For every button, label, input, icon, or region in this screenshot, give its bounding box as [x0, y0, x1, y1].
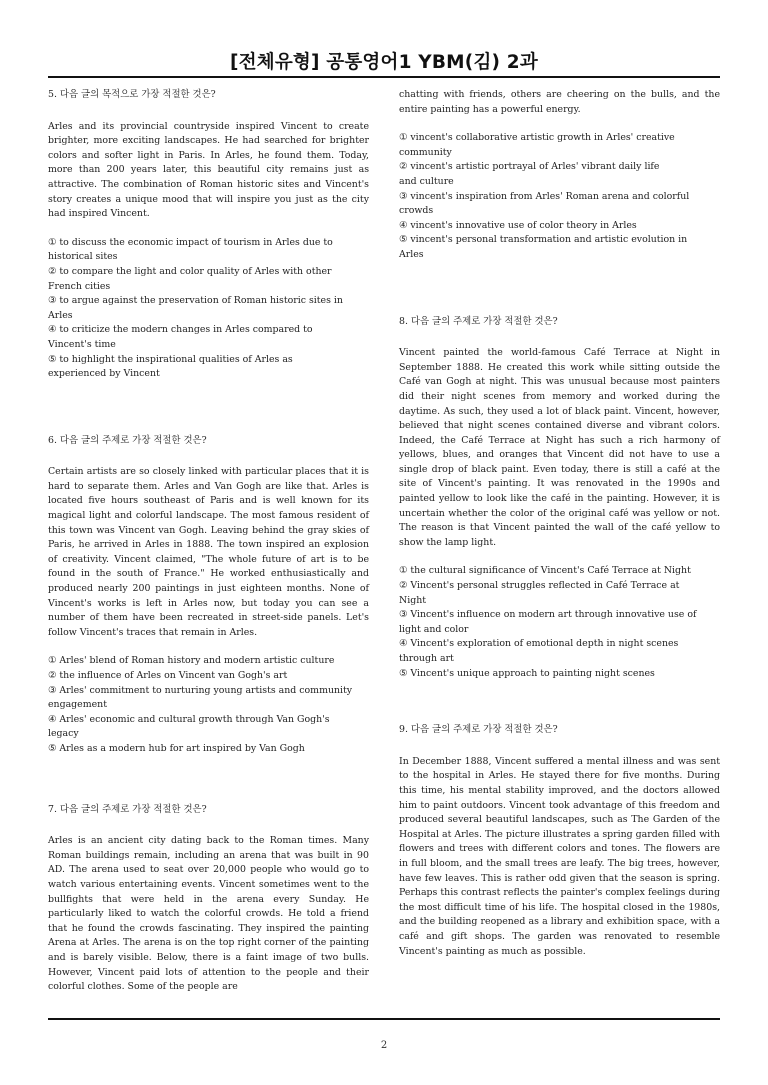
- question-5: [48, 88, 369, 382]
- answer-option-5: ⑤ Vincent's unique approach to painting night scenes: [399, 667, 655, 679]
- question-passage: Vincent painted the world-famous Café Terrace at Night in September 1888. He created this work while sitting outside the Café van Gogh at night. This was unusual because most painters did their night scenes from memory and worked during the daytime. As such, they used a lot of black paint. Vincent, however, believed that night scenes contained diverse and vibrant colors. Indeed, the Café Terrace at Night has such a rich harmony of yellows, blues, and oranges that Vincent did not have to use a single drop of black paint. Even today, there is still a café at the site of Vincent's painting. It was renovated in the 1990s and painted yellow to look like the café in the painting. However, it is uncertain whether the color of the original café was yellow or not. The reason is that Vincent painted the wall of the café yellow to show the lamp light.: [399, 347, 720, 548]
- question-9: [399, 723, 720, 959]
- question-title: 7. 다음 글의 주제로 가장 적절한 것은?: [48, 803, 207, 815]
- answer-option-5: ⑤ Arles as a modern hub for art inspired by Van Gogh: [48, 742, 305, 754]
- page-number: 2: [380, 1040, 388, 1051]
- question-passage: Arles is an ancient city dating back to the Roman times. Many Roman buildings remain, including an arena that was built in 90 AD. The arena used to seat over 20,000 people who would go to watch various entertaining events. Vincent sometimes went to the bullfights that were held in the arena every Sunday. He particularly liked to watch the colorful crowds. He told a friend that he found the crowds fascinating. They inspired the painting Arena at Arles. The arena is on the top right corner of the painting and is barely visible. Below, there is a faint image of two bulls. However, Vincent paid lots of attention to the people and their colorful clothes. Some of the people are: [48, 835, 369, 993]
- answer-option-2: ② to compare the light and color quality of Arles with other French cities: [48, 265, 332, 292]
- answer-option-3: ③ to argue against the preservation of Roman historic sites in Arles: [48, 295, 343, 321]
- answer-option-5: ⑤ to highlight the inspirational qualities of Arles as experienced by Vincent: [48, 353, 293, 380]
- question-passage: Certain artists are so closely linked with particular places that it is hard to separate them. Arles and Van Gogh are like that. Arles is located five hours southeast of Paris and is well known for its magical light and colorful landscape. The most famous resident of this town was Vincent van Gogh. Leaving behind the gray skies of Paris, he arrived in Arles in 1888. The town inspired an explosion of creativity. Vincent claimed, "The whole future of art is to be found in the south of France." He worked enthusiastically and produced nearly 200 paintings in just eighteen months. None of Vincent's works is left in Arles now, but today you can see a number of them have been recreated in street-side panels. Let's follow Vincent's traces that remain in Arles.: [48, 466, 369, 638]
- footer-divider: [48, 1018, 720, 1020]
- answer-option-4: ④ to criticize the modern changes in Arles compared to Vincent's time: [48, 324, 313, 350]
- header-divider: [48, 76, 720, 78]
- answer-option-2: ② Vincent's personal struggles reflected in Café Terrace at Night: [399, 580, 680, 606]
- answer-option-3: ③ vincent's inspiration from Arles' Roman arena and colorful crowds: [399, 190, 690, 217]
- answer-options: [48, 654, 369, 756]
- answer-option-3: ③ Vincent's influence on modern art through innovative use of light and color: [399, 609, 697, 635]
- answer-option-4: ④ Arles' economic and cultural growth through Van Gogh's legacy: [48, 713, 330, 740]
- question-title: 9. 다음 글의 주제로 가장 적절한 것은?: [399, 724, 558, 736]
- left-column: [48, 88, 369, 1009]
- page-title: [전체유형] 공통영어1 YBM(김) 2과: [230, 52, 538, 73]
- question-title: 5. 다음 글의 목적으로 가장 적절한 것은?: [48, 89, 216, 100]
- question-8: [399, 315, 720, 682]
- question-title: 8. 다음 글의 주제로 가장 적절한 것은?: [399, 315, 558, 327]
- answer-option-4: ④ Vincent's exploration of emotional depth in night scenes through art: [399, 638, 679, 664]
- answer-option-1: ① to discuss the economic impact of tourism in Arles due to historical sites: [48, 236, 333, 263]
- answer-option-1: ① the cultural significance of Vincent's Café Terrace at Night: [399, 565, 691, 577]
- question-7-continued: [399, 88, 720, 263]
- spacer: [48, 757, 369, 803]
- spacer: [399, 681, 720, 723]
- spacer: [48, 382, 369, 434]
- answer-option-2: ② the influence of Arles on Vincent van Gogh's art: [48, 670, 288, 681]
- answer-options: [399, 564, 720, 681]
- question-7: [48, 803, 369, 995]
- question-passage-continued: chatting with friends, others are cheering on the bulls, and the entire painting has a powerful energy.: [399, 89, 720, 115]
- question-6: [48, 434, 369, 757]
- right-column: [399, 88, 720, 973]
- question-passage: Arles and its provincial countryside inspired Vincent to create brighter, more exciting landscapes. He had searched for brighter colors and softer light in Paris. In Arles, he found them. Today, more than 200 years later, this beautiful city remains just as attractive. The combination of Roman historic sites and Vincent's story creates a unique mood that will inspire you just as the city had inspired Vincent.: [48, 120, 369, 220]
- question-passage: In December 1888, Vincent suffered a mental illness and was sent to the hospital in Arles. He stayed there for five months. During this time, his mental stability improved, and the doctors allowed him to paint outdoors. Vincent took advantage of this freedom and produced several beautiful landscapes, such as The Garden of the Hospital at Arles. The picture illustrates a spring garden filled with flowers and trees with different colors and tones. The flowers are in full bloom, and the small trees are leafy. The big trees, however, have few leaves. This is rather odd given that the season is spring. Perhaps this contrast reflects the painter's complex feelings during the most difficult time of his life. The hospital closed in the 1980s, and the building reopened as a library and exhibition space, with a café and gift shops. The garden was renovated to resemble Vincent's painting as much as possible.: [399, 755, 720, 957]
- question-title: 6. 다음 글의 주제로 가장 적절한 것은?: [48, 434, 207, 446]
- answer-option-1: ① Arles' blend of Roman history and modern artistic culture: [48, 655, 335, 667]
- answer-options: [399, 131, 720, 262]
- spacer: [399, 263, 720, 315]
- answer-options: [48, 236, 369, 382]
- answer-option-1: ① vincent's collaborative artistic growth in Arles' creative community: [399, 132, 675, 158]
- answer-option-2: ② vincent's artistic portrayal of Arles' vibrant daily life and culture: [399, 161, 660, 187]
- answer-option-5: ⑤ vincent's personal transformation and artistic evolution in Arles: [399, 234, 688, 260]
- answer-option-4: ④ vincent's innovative use of color theory in Arles: [399, 219, 637, 231]
- answer-option-3: ③ Arles' commitment to nurturing young artists and community engagement: [48, 684, 353, 711]
